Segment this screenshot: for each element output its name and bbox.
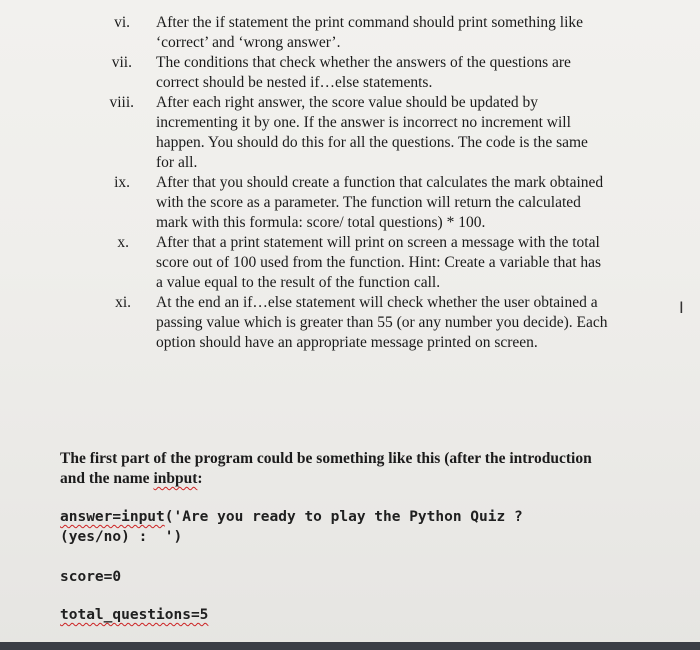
item-number: xi. <box>115 294 131 311</box>
code-line-answer-cont: (yes/no) : ') <box>60 529 183 545</box>
bottom-bar <box>0 642 700 650</box>
item-text: After that you should create a function that calculates the mark obtained with the score as a parameter. The function will return the calculated mark with this formula: score/ total questions) * 100. <box>156 174 604 231</box>
item-text: After the if statement the print command should print something like ‘correct’ and ‘wrong answer’. <box>156 14 584 51</box>
code-var-total: total_questions=5 <box>60 607 209 623</box>
program-intro-text: The first part of the program could be something like this (after the introduction and the name inbput: <box>60 450 592 487</box>
code-line-answer: answer=input('Are you ready to play the Python Quiz ? <box>60 509 523 525</box>
code-line-score: score=0 <box>60 569 122 585</box>
typo-word: inbput <box>153 470 198 487</box>
code-var-answer: answer=input <box>60 509 165 525</box>
code-line-total <box>60 605 208 625</box>
item-text: At the end an if…else statement will check whether the user obtained a passing value which is greater than 55 (or any number you decide). Each option should have an appropriate message printed on screen. <box>156 294 608 351</box>
item-number: viii. <box>109 94 134 111</box>
item-text: After that a print statement will print on screen a message with the total score out of 100 used from the function. Hint: Create a variable that has a value equal to the result of the function call. <box>156 234 602 291</box>
item-number: vii. <box>111 54 132 71</box>
text-cursor-icon: I <box>679 298 684 317</box>
item-text: The conditions that check whether the answers of the questions are correct should be nested if…else statements. <box>156 54 571 91</box>
item-number: ix. <box>114 174 130 191</box>
item-number: vi. <box>114 14 130 31</box>
item-number: x. <box>117 234 129 251</box>
item-text: After each right answer, the score value should be updated by incrementing it by one. If the answer is incorrect no increment will happen. You should do this for all the questions. The code is the same for all. <box>156 94 588 171</box>
